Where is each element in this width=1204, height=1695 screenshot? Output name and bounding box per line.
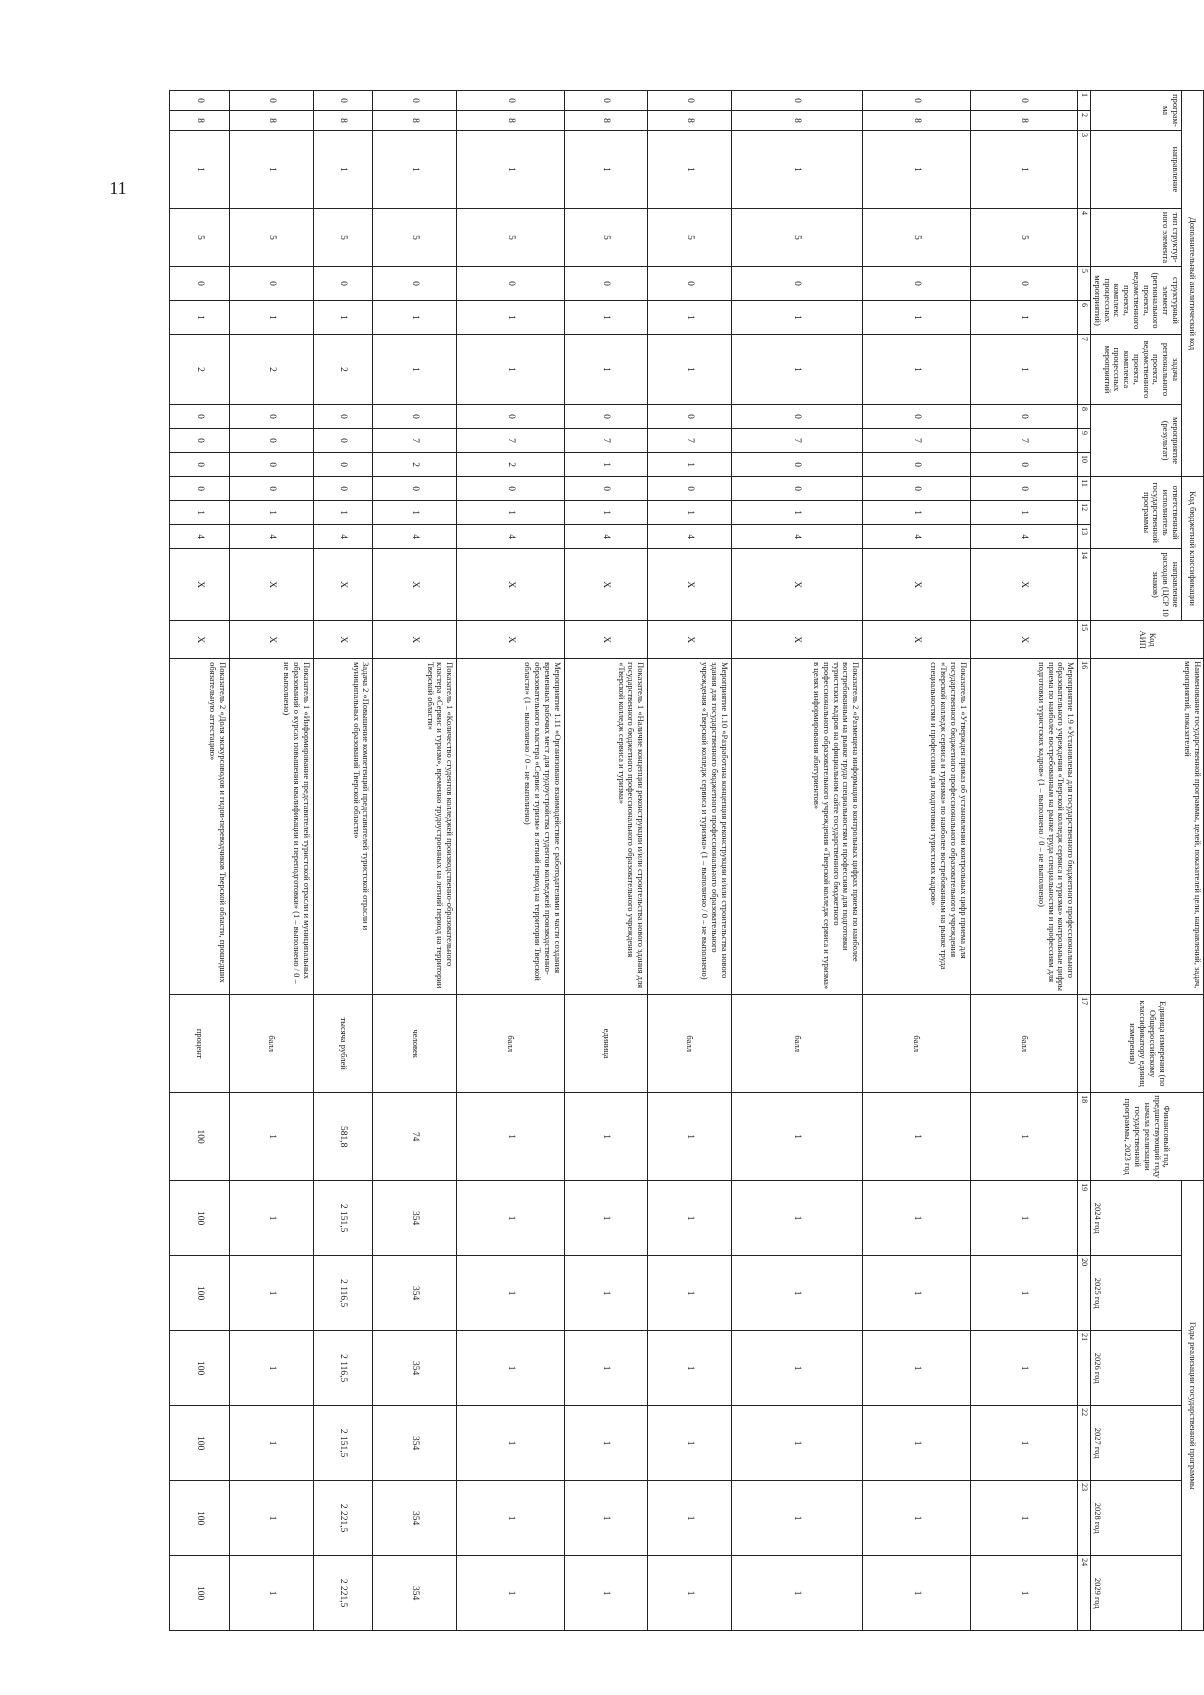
code-cell: 0 (648, 405, 732, 429)
code-cell: 1 (731, 131, 862, 209)
table-row (170, 91, 230, 1631)
unit-cell: балл (970, 995, 1077, 1093)
table-row (373, 91, 457, 1631)
year-value: 1 (863, 1556, 970, 1631)
code-cell: 5 (229, 209, 313, 267)
code-cell: 0 (648, 477, 732, 501)
code-cell: X (373, 621, 457, 659)
code-cell: 5 (170, 209, 230, 267)
unit-cell: балл (731, 995, 862, 1093)
unit-cell: человек (373, 995, 457, 1093)
code-cell: 0 (373, 91, 457, 111)
code-cell: 4 (863, 525, 970, 549)
code-cell: 1 (564, 335, 648, 405)
code-cell: X (648, 621, 732, 659)
code-cell: 1 (564, 131, 648, 209)
code-cell: 0 (170, 429, 230, 453)
year-value: 1 (457, 1331, 564, 1406)
year-value: 2 151,5 (313, 1181, 373, 1256)
code-cell: 1 (648, 335, 732, 405)
year-value: 1 (648, 1181, 732, 1256)
year-value: 354 (373, 1406, 457, 1481)
code-cell: 0 (564, 267, 648, 301)
program-table (169, 90, 1204, 1631)
year-value: 2 116,5 (313, 1256, 373, 1331)
code-cell: 0 (863, 453, 970, 477)
header-name: Наименование государственной программы, целей, показателей цели, направлений, задач, мероприятий, показателей (1091, 659, 1204, 995)
column-number: 20 (1078, 1256, 1091, 1331)
header-programma: програм-ма (1091, 91, 1182, 131)
code-cell: 0 (313, 477, 373, 501)
year-value: 1 (863, 1256, 970, 1331)
header-napr-rash: направление расходов (ЦСР 10 знаков) (1091, 549, 1182, 621)
code-cell: 1 (457, 335, 564, 405)
code-cell: 1 (313, 301, 373, 335)
year-value: 2 221,5 (313, 1556, 373, 1631)
unit-cell: процент (170, 995, 230, 1093)
code-cell: 4 (457, 525, 564, 549)
code-cell: 1 (648, 501, 732, 525)
code-cell: 8 (564, 111, 648, 131)
code-cell: 1 (970, 301, 1077, 335)
code-cell: 8 (731, 111, 862, 131)
row-name: Показатель 2 «Размещена информация о контрольных цифрах приема по наиболее востребованным на рынке труда специальностям и профессиям для подготовки туристских кадров на официальном сайте государственного бюджетного профессионального образовательного учреждения «Тверской колледж сервиса и туризма» в целях информирования абитуриентов» (731, 659, 862, 995)
column-number: 4 (1078, 209, 1091, 267)
code-cell: 0 (313, 429, 373, 453)
year-value: 1 (970, 1256, 1077, 1331)
code-cell: 4 (373, 525, 457, 549)
code-cell: 1 (457, 301, 564, 335)
year-value: 1 (731, 1256, 862, 1331)
code-cell: 0 (731, 477, 862, 501)
table-row (970, 91, 1077, 1631)
code-cell: 8 (373, 111, 457, 131)
code-cell: 0 (170, 405, 230, 429)
header-analytic-group: Дополнительный аналитический код (1182, 91, 1204, 477)
year-value: 100 (170, 1481, 230, 1556)
row-name: Мероприятие 1.9 «Установлены для государственного бюджетного профессионального образовательного учреждения «Тверской колледж сервиса и туризма» контрольные цифры приема по наиболее востребованным на рынке труда специальностям и профессиям для подготовки туристских кадров» (1 – выполнено / 0 – не выполнено) (970, 659, 1077, 995)
fin-year-value: 74 (373, 1093, 457, 1181)
column-number: 13 (1078, 525, 1091, 549)
code-cell: 0 (564, 405, 648, 429)
year-value: 1 (863, 1331, 970, 1406)
row-name: Показатель 1 «Утвержден приказ об установлении контрольных цифр приема для государственного бюджетного профессионального образовательного учреждения «Тверской колледж сервиса и туризма» по наиболее востребованным на рынке труда специальностям и профессиям для подготовки туристских кадров» (863, 659, 970, 995)
code-cell: 4 (229, 525, 313, 549)
code-cell: 8 (863, 111, 970, 131)
row-name: Показатель 1 «Наличие концепции реконструкции и/или строительства нового здания для государственного бюджетного профессионального образовательного учреждения «Тверской колледж сервиса и туризма» (564, 659, 648, 995)
year-value: 1 (457, 1406, 564, 1481)
code-cell: 1 (373, 501, 457, 525)
code-cell: 1 (970, 501, 1077, 525)
code-cell: 0 (457, 405, 564, 429)
header-aip: Код АИП (1091, 621, 1204, 659)
code-cell: 7 (648, 429, 732, 453)
code-cell: 8 (970, 111, 1077, 131)
code-cell: 1 (564, 453, 648, 477)
year-value: 1 (970, 1481, 1077, 1556)
year-value: 100 (170, 1406, 230, 1481)
table-row (457, 91, 564, 1631)
code-cell: 1 (863, 131, 970, 209)
code-cell: 1 (229, 301, 313, 335)
code-cell: 7 (863, 429, 970, 453)
code-cell: 7 (970, 429, 1077, 453)
code-cell: X (313, 549, 373, 621)
column-number: 24 (1078, 1556, 1091, 1631)
code-cell: 0 (313, 91, 373, 111)
code-cell: 0 (373, 477, 457, 501)
fin-year-value: 1 (457, 1093, 564, 1181)
column-number: 1 (1078, 91, 1091, 111)
year-value: 100 (170, 1181, 230, 1256)
column-number: 11 (1078, 477, 1091, 501)
year-value: 1 (648, 1331, 732, 1406)
year-value: 1 (229, 1481, 313, 1556)
code-cell: 5 (457, 209, 564, 267)
table-row (863, 91, 970, 1631)
table-row (313, 91, 373, 1631)
code-cell: X (229, 621, 313, 659)
code-cell: 1 (863, 501, 970, 525)
code-cell: X (970, 549, 1077, 621)
unit-cell: балл (648, 995, 732, 1093)
code-cell: 0 (229, 453, 313, 477)
code-cell: 1 (170, 501, 230, 525)
code-cell: 1 (373, 335, 457, 405)
code-cell: X (373, 549, 457, 621)
header-year-2026: 2026 год (1091, 1331, 1182, 1406)
header-otvetstvenny: ответственный исполнитель государственной программы (1091, 477, 1182, 549)
code-cell: 0 (229, 477, 313, 501)
column-number: 18 (1078, 1093, 1091, 1181)
year-value: 1 (564, 1406, 648, 1481)
year-value: 2 221,5 (313, 1481, 373, 1556)
fin-year-value: 1 (731, 1093, 862, 1181)
code-cell: 1 (229, 131, 313, 209)
fin-year-value: 1 (970, 1093, 1077, 1181)
code-cell: 1 (457, 501, 564, 525)
year-value: 1 (564, 1181, 648, 1256)
column-number: 23 (1078, 1481, 1091, 1556)
column-number: 22 (1078, 1406, 1091, 1481)
table-row (731, 91, 862, 1631)
code-cell: 0 (970, 453, 1077, 477)
header-year-2028: 2028 год (1091, 1481, 1182, 1556)
code-cell: 0 (648, 91, 732, 111)
code-cell: 5 (313, 209, 373, 267)
fin-year-value: 581,8 (313, 1093, 373, 1181)
code-cell: X (170, 549, 230, 621)
code-cell: X (731, 621, 862, 659)
fin-year-value: 1 (564, 1093, 648, 1181)
code-cell: 0 (170, 267, 230, 301)
column-number: 21 (1078, 1331, 1091, 1406)
column-number: 12 (1078, 501, 1091, 525)
unit-cell: единица (564, 995, 648, 1093)
code-cell: 5 (731, 209, 862, 267)
year-value: 1 (648, 1406, 732, 1481)
year-value: 1 (863, 1181, 970, 1256)
column-number: 7 (1078, 335, 1091, 405)
unit-cell: тысяча рублей (313, 995, 373, 1093)
code-cell: 0 (731, 453, 862, 477)
code-cell: 4 (564, 525, 648, 549)
code-cell: 0 (863, 477, 970, 501)
code-cell: 1 (731, 335, 862, 405)
code-cell: 2 (457, 453, 564, 477)
year-value: 1 (229, 1331, 313, 1406)
code-cell: 1 (731, 501, 862, 525)
year-value: 354 (373, 1256, 457, 1331)
column-number: 5 (1078, 267, 1091, 301)
header-struct: структурный элемент (регионального проекта, ведомственного проекта, комплекс процессных мероприятий) (1091, 267, 1182, 335)
code-cell: 0 (863, 405, 970, 429)
code-cell: 0 (229, 405, 313, 429)
code-cell: 0 (731, 267, 862, 301)
fin-year-value: 1 (229, 1093, 313, 1181)
code-cell: 0 (970, 267, 1077, 301)
code-cell: 4 (970, 525, 1077, 549)
column-number: 9 (1078, 429, 1091, 453)
code-cell: 7 (373, 429, 457, 453)
code-cell: 1 (648, 301, 732, 335)
code-cell: 1 (170, 301, 230, 335)
code-cell: 1 (457, 131, 564, 209)
row-name: Показатель 2 «Доля экскурсоводов и гидов-переводчиков Тверской области, прошедших обязательную аттестацию» (170, 659, 230, 995)
year-value: 1 (564, 1256, 648, 1331)
year-value: 354 (373, 1181, 457, 1256)
code-cell: 2 (373, 453, 457, 477)
code-cell: 4 (648, 525, 732, 549)
year-value: 100 (170, 1256, 230, 1331)
rotated-table-container (169, 90, 1204, 1620)
column-number: 10 (1078, 453, 1091, 477)
code-cell: 0 (229, 91, 313, 111)
code-cell: 0 (457, 477, 564, 501)
year-value: 1 (229, 1406, 313, 1481)
row-name: Показатель 1 «Информирование представителей туристской отрасли и муниципальных образований о курсах повышения квалификации и переподготовки» (1 – выполнено / 0 – не выполнено) (229, 659, 313, 995)
code-cell: 0 (457, 91, 564, 111)
code-cell: 0 (229, 267, 313, 301)
year-value: 1 (564, 1556, 648, 1631)
year-value: 1 (731, 1556, 862, 1631)
year-value: 1 (229, 1181, 313, 1256)
year-value: 1 (731, 1481, 862, 1556)
code-cell: 0 (170, 477, 230, 501)
header-tip: тип структур-ного элемента (1091, 209, 1182, 267)
column-number-row (1078, 91, 1091, 1631)
column-number: 15 (1078, 621, 1091, 659)
column-number: 14 (1078, 549, 1091, 621)
fin-year-value: 1 (863, 1093, 970, 1181)
code-cell: X (648, 549, 732, 621)
year-value: 1 (457, 1181, 564, 1256)
header-year-2027: 2027 год (1091, 1406, 1182, 1481)
code-cell: 1 (863, 335, 970, 405)
year-value: 1 (648, 1481, 732, 1556)
code-cell: X (229, 549, 313, 621)
code-cell: 0 (863, 267, 970, 301)
header-fin-year: Финансовый год, предшествующий году начала реализации государственной программы, 2023 год (1091, 1093, 1204, 1181)
header-meropriyatie: мероприятие (результат) (1091, 405, 1182, 477)
year-value: 2 116,5 (313, 1331, 373, 1406)
row-name: Показатель 1 «Количество студентов колледжей производственно-образовательного кластера «Сервис и туризм», временно трудоустроенных на летний период на территории Тверской области» (373, 659, 457, 995)
year-value: 1 (970, 1331, 1077, 1406)
header-zadacha: задача регионального проекта, ведомственного проекта, комплекса процессных мероприятий (1091, 335, 1182, 405)
code-cell: 1 (229, 501, 313, 525)
year-value: 1 (731, 1331, 862, 1406)
year-value: 1 (970, 1181, 1077, 1256)
code-cell: 0 (373, 267, 457, 301)
table-row (564, 91, 648, 1631)
code-cell: 0 (373, 405, 457, 429)
code-cell: 1 (731, 301, 862, 335)
code-cell: 0 (170, 453, 230, 477)
code-cell: X (564, 549, 648, 621)
year-value: 1 (970, 1556, 1077, 1631)
code-cell: X (731, 549, 862, 621)
code-cell: 1 (648, 453, 732, 477)
code-cell: 0 (648, 267, 732, 301)
page-number: 11 (109, 178, 127, 198)
code-cell: 0 (970, 405, 1077, 429)
year-value: 1 (457, 1256, 564, 1331)
code-cell: 0 (970, 91, 1077, 111)
year-value: 1 (229, 1256, 313, 1331)
code-cell: 0 (564, 91, 648, 111)
year-value: 2 151,5 (313, 1406, 373, 1481)
code-cell: 0 (313, 405, 373, 429)
code-cell: 1 (170, 131, 230, 209)
code-cell: 1 (648, 131, 732, 209)
header-year-2029: 2029 год (1091, 1556, 1182, 1631)
code-cell: 2 (313, 335, 373, 405)
year-value: 1 (648, 1556, 732, 1631)
year-value: 1 (564, 1331, 648, 1406)
code-cell: 2 (170, 335, 230, 405)
year-value: 1 (731, 1406, 862, 1481)
code-cell: 8 (229, 111, 313, 131)
code-cell: 1 (970, 131, 1077, 209)
code-cell: 8 (648, 111, 732, 131)
code-cell: 0 (457, 267, 564, 301)
year-value: 1 (457, 1481, 564, 1556)
header-unit: Единица измерения (по Общероссийскому классификатору единиц измерения) (1091, 995, 1204, 1093)
column-number: 17 (1078, 995, 1091, 1093)
code-cell: 1 (373, 131, 457, 209)
code-cell: X (970, 621, 1077, 659)
header-years-group: Годы реализации государственной программы (1182, 1181, 1204, 1631)
column-number: 6 (1078, 301, 1091, 335)
code-cell: 7 (731, 429, 862, 453)
code-cell: 1 (313, 501, 373, 525)
year-value: 1 (863, 1481, 970, 1556)
code-cell: 1 (373, 301, 457, 335)
code-cell: 0 (731, 405, 862, 429)
year-value: 1 (731, 1181, 862, 1256)
row-name: Задача 2 «Повышение компетенций представителей туристской отрасли и муниципальных образований Тверской области» (313, 659, 373, 995)
code-cell: X (457, 549, 564, 621)
code-cell: 8 (457, 111, 564, 131)
fin-year-value: 1 (648, 1093, 732, 1181)
code-cell: 5 (863, 209, 970, 267)
header-year-2025: 2025 год (1091, 1256, 1182, 1331)
code-cell: 7 (457, 429, 564, 453)
year-value: 1 (229, 1556, 313, 1631)
code-cell: 5 (564, 209, 648, 267)
column-number: 19 (1078, 1181, 1091, 1256)
code-cell: X (313, 621, 373, 659)
code-cell: 4 (731, 525, 862, 549)
header-napravlenie: направление (1091, 131, 1182, 209)
table-row (229, 91, 313, 1631)
year-value: 1 (457, 1556, 564, 1631)
year-value: 354 (373, 1556, 457, 1631)
header-budget-group: Код бюджетной классификации (1182, 477, 1204, 621)
table-row (648, 91, 732, 1631)
unit-cell: балл (863, 995, 970, 1093)
fin-year-value: 100 (170, 1093, 230, 1181)
code-cell: 0 (564, 477, 648, 501)
year-value: 1 (863, 1406, 970, 1481)
year-value: 1 (970, 1406, 1077, 1481)
column-number: 2 (1078, 111, 1091, 131)
code-cell: 4 (313, 525, 373, 549)
code-cell: X (863, 621, 970, 659)
year-value: 100 (170, 1556, 230, 1631)
code-cell: 0 (863, 91, 970, 111)
year-value: 354 (373, 1331, 457, 1406)
code-cell: 1 (863, 301, 970, 335)
code-cell: 1 (564, 501, 648, 525)
year-value: 1 (648, 1256, 732, 1331)
code-cell: 0 (970, 477, 1077, 501)
unit-cell: балл (457, 995, 564, 1093)
code-cell: 2 (229, 335, 313, 405)
code-cell: X (170, 621, 230, 659)
code-cell: 4 (170, 525, 230, 549)
year-value: 1 (564, 1481, 648, 1556)
unit-cell: балл (229, 995, 313, 1093)
code-cell: 1 (564, 301, 648, 335)
column-number: 16 (1078, 659, 1091, 995)
code-cell: 0 (313, 267, 373, 301)
code-cell: 8 (170, 111, 230, 131)
code-cell: 0 (229, 429, 313, 453)
code-cell: 1 (970, 335, 1077, 405)
year-value: 354 (373, 1481, 457, 1556)
header-year-2024: 2024 год (1091, 1181, 1182, 1256)
row-name: Мероприятие 1.11 «Организовано взаимодействие с работодателями в части создания временных рабочих мест для трудоустройства студентов колледжей производственно-образовательного кластера «Сервис и туризм» в летний период на территории Тверской области» (1 – выполнено / 0 – не выполнено) (457, 659, 564, 995)
column-number: 8 (1078, 405, 1091, 429)
year-value: 100 (170, 1331, 230, 1406)
column-number: 3 (1078, 131, 1091, 209)
code-cell: X (863, 549, 970, 621)
code-cell: 8 (313, 111, 373, 131)
code-cell: X (564, 621, 648, 659)
code-cell: 0 (731, 91, 862, 111)
row-name: Мероприятие 1.10 «Разработана концепция реконструкции и/или строительства нового здания для государственного бюджетного профессионального образовательного учреждения «Тверской колледж сервиса и туризма» (1 – выполнено / 0 – не выполнено) (648, 659, 732, 995)
code-cell: 5 (373, 209, 457, 267)
code-cell: 0 (313, 453, 373, 477)
code-cell: X (457, 621, 564, 659)
code-cell: 7 (564, 429, 648, 453)
code-cell: 0 (170, 91, 230, 111)
code-cell: 5 (970, 209, 1077, 267)
code-cell: 1 (313, 131, 373, 209)
code-cell: 5 (648, 209, 732, 267)
